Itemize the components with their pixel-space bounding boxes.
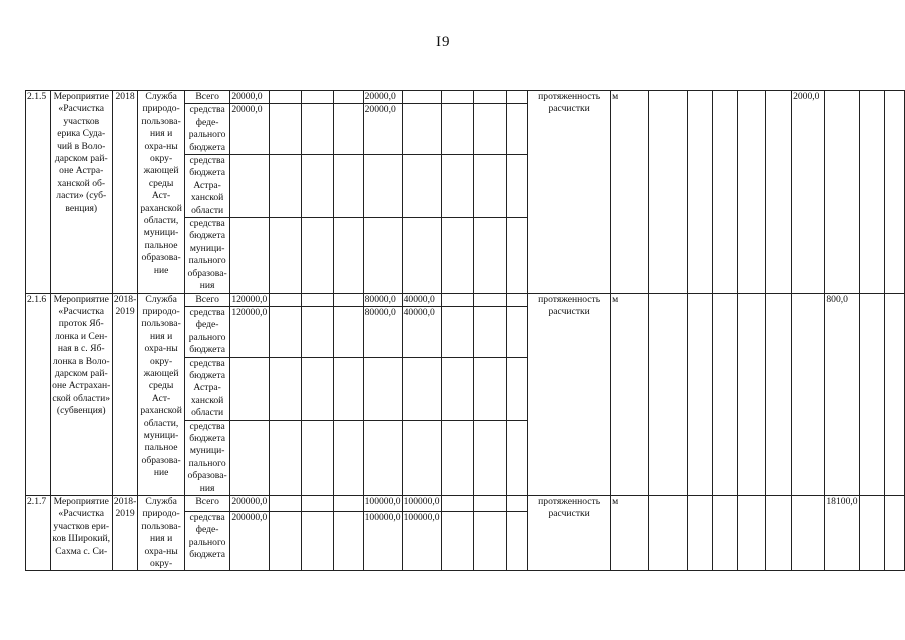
indicator-name: протяженность расчистки xyxy=(528,91,611,294)
target-2019: 18100,0 xyxy=(825,496,859,571)
federal-amount: 20000,0 xyxy=(230,104,270,155)
table-row xyxy=(26,293,905,306)
event-years: 2018 xyxy=(112,91,137,294)
funding-federal-label: средства феде-рального бюджета xyxy=(184,306,229,357)
funding-federal-label: средства феде-рального бюджета xyxy=(184,511,229,571)
indicator-name: протяженность расчистки xyxy=(528,496,611,571)
executor: Служба природо-пользова-ния и охра-ны окру-жающей среды Аст-раханской области, муници-пальное образова-ние xyxy=(138,293,185,496)
federal-2019: 100000,0 xyxy=(402,511,441,571)
event-name: Мероприятие «Расчистка участков ерика Суда-чий в Воло-дарском рай-оне Астра-ханской об-ласти» (суб-венция) xyxy=(50,91,112,294)
event-name: Мероприятие «Расчистка участков ери-ков Широкий, Сахма с. Си- xyxy=(50,496,112,571)
total-2018: 20000,0 xyxy=(363,91,402,104)
event-name: Мероприятие «Расчистка проток Яб-лонка и Сен-ная в с. Яб-лонка в Воло-дарском рай-оне Астрахан-ской области» (субвенция) xyxy=(50,293,112,496)
total-2019: 100000,0 xyxy=(402,496,441,512)
federal-amount: 200000,0 xyxy=(230,511,270,571)
program-table xyxy=(25,90,905,571)
federal-2018: 80000,0 xyxy=(363,306,402,357)
indicator-name: протяженность расчистки xyxy=(528,293,611,496)
federal-amount: 120000,0 xyxy=(230,306,270,357)
federal-2019 xyxy=(402,104,441,155)
funding-municipal-label: средства бюджета муници-пального образова-ния xyxy=(184,420,229,495)
total-2018: 80000,0 xyxy=(363,293,402,306)
total-2019 xyxy=(402,91,441,104)
target-2019: 800,0 xyxy=(825,293,859,496)
total-amount: 120000,0 xyxy=(230,293,270,306)
executor: Служба природо-пользова-ния и охра-ны окру-жающей среды Аст-раханской области, муници-пальное образова-ние xyxy=(138,91,185,294)
total-amount: 20000,0 xyxy=(230,91,270,104)
funding-total-label: Всего xyxy=(184,91,229,104)
table-row xyxy=(26,496,905,512)
funding-municipal-label: средства бюджета муници-пального образова-ния xyxy=(184,218,229,293)
indicator-unit: м xyxy=(611,91,649,294)
total-2019: 40000,0 xyxy=(402,293,441,306)
total-2018: 100000,0 xyxy=(363,496,402,512)
target-2018 xyxy=(792,496,825,571)
target-2018 xyxy=(792,293,825,496)
event-years: 2018-2019 xyxy=(112,496,137,571)
target-2019 xyxy=(825,91,859,294)
indicator-unit: м xyxy=(611,496,649,571)
funding-regional-label: средства бюджета Астра-ханской области xyxy=(184,357,229,420)
row-code: 2.1.5 xyxy=(26,91,51,294)
funding-federal-label: средства феде-рального бюджета xyxy=(184,104,229,155)
row-code: 2.1.6 xyxy=(26,293,51,496)
total-amount: 200000,0 xyxy=(230,496,270,512)
federal-2018: 100000,0 xyxy=(363,511,402,571)
funding-total-label: Всего xyxy=(184,496,229,512)
funding-total-label: Всего xyxy=(184,293,229,306)
indicator-unit: м xyxy=(611,293,649,496)
funding-regional-label: средства бюджета Астра-ханской области xyxy=(184,155,229,218)
federal-2018: 20000,0 xyxy=(363,104,402,155)
row-code: 2.1.7 xyxy=(26,496,51,571)
executor: Служба природо-пользова-ния и охра-ны окру- xyxy=(138,496,185,571)
table-row xyxy=(26,91,905,104)
page-number: I9 xyxy=(436,34,451,50)
target-2018: 2000,0 xyxy=(792,91,825,294)
event-years: 2018-2019 xyxy=(112,293,137,496)
federal-2019: 40000,0 xyxy=(402,306,441,357)
